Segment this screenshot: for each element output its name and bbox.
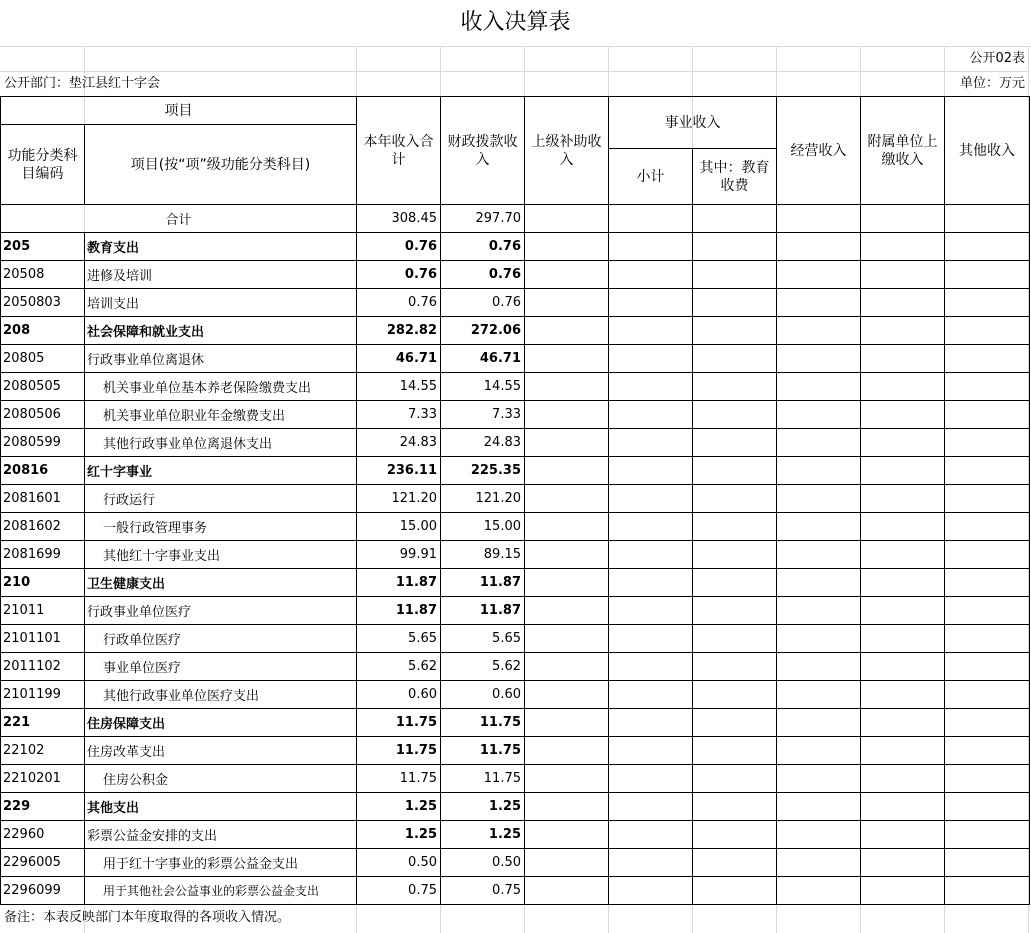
empty-cell <box>777 849 861 877</box>
table-row <box>1 877 1030 905</box>
table-row <box>1 485 1030 513</box>
row-name: 其他行政事业单位离退休支出 <box>85 429 357 457</box>
row-name: 事业单位医疗 <box>85 653 357 681</box>
row-total: 99.91 <box>357 541 441 569</box>
row-fiscal: 0.60 <box>441 681 525 709</box>
empty-cell <box>945 541 1030 569</box>
row-total: 7.33 <box>357 401 441 429</box>
empty-cell <box>693 849 777 877</box>
row-total: 236.11 <box>357 457 441 485</box>
empty-cell <box>693 233 777 261</box>
table-row <box>1 821 1030 849</box>
row-code: 22960 <box>1 821 85 849</box>
empty-cell <box>525 569 609 597</box>
row-fiscal: 0.76 <box>441 261 525 289</box>
empty-cell <box>609 513 693 541</box>
empty-cell <box>525 261 609 289</box>
table-row <box>1 317 1030 345</box>
row-total: 11.75 <box>357 737 441 765</box>
table-row <box>1 233 1030 261</box>
empty-cell <box>525 597 609 625</box>
row-code: 2081602 <box>1 513 85 541</box>
empty-cell <box>945 513 1030 541</box>
empty-cell <box>525 233 609 261</box>
empty-cell <box>945 401 1030 429</box>
row-fiscal: 11.75 <box>441 737 525 765</box>
empty-cell <box>945 625 1030 653</box>
empty-cell <box>945 373 1030 401</box>
row-fiscal: 0.75 <box>441 877 525 905</box>
empty-cell <box>777 373 861 401</box>
empty-cell <box>609 373 693 401</box>
empty-cell <box>693 457 777 485</box>
header-other: 其他收入 <box>945 97 1030 205</box>
row-name: 培训支出 <box>85 289 357 317</box>
empty-cell <box>861 597 945 625</box>
table-row <box>1 401 1030 429</box>
empty-cell <box>693 681 777 709</box>
empty-cell <box>525 681 609 709</box>
row-name: 住房保障支出 <box>85 709 357 737</box>
row-code: 2101101 <box>1 625 85 653</box>
row-code: 20816 <box>1 457 85 485</box>
row-code: 2081601 <box>1 485 85 513</box>
empty-cell <box>693 513 777 541</box>
empty-cell <box>861 877 945 905</box>
table-row <box>1 289 1030 317</box>
empty-cell <box>777 625 861 653</box>
empty-cell <box>861 569 945 597</box>
empty-cell <box>777 737 861 765</box>
empty-cell <box>609 765 693 793</box>
empty-cell <box>777 317 861 345</box>
empty-cell <box>693 625 777 653</box>
empty-cell <box>525 737 609 765</box>
table-row <box>1 373 1030 401</box>
table-row <box>1 653 1030 681</box>
empty-cell <box>693 261 777 289</box>
empty-cell <box>693 373 777 401</box>
empty-cell <box>693 429 777 457</box>
row-fiscal: 11.87 <box>441 569 525 597</box>
table-row <box>1 429 1030 457</box>
empty-cell <box>609 401 693 429</box>
empty-cell <box>525 373 609 401</box>
row-code: 210 <box>1 569 85 597</box>
empty-cell <box>609 653 693 681</box>
row-code: 229 <box>1 793 85 821</box>
row-total: 0.75 <box>357 877 441 905</box>
row-name: 用于红十字事业的彩票公益金支出 <box>85 849 357 877</box>
row-total: 24.83 <box>357 429 441 457</box>
table-row <box>1 513 1030 541</box>
header-name: 项目(按“项”级功能分类科目) <box>85 125 357 205</box>
empty-cell <box>777 485 861 513</box>
empty-cell <box>777 513 861 541</box>
row-fiscal: 0.76 <box>441 289 525 317</box>
row-fiscal: 11.75 <box>441 765 525 793</box>
empty-cell <box>861 233 945 261</box>
row-total: 0.76 <box>357 233 441 261</box>
empty-cell <box>693 317 777 345</box>
empty-cell <box>861 821 945 849</box>
empty-cell <box>861 681 945 709</box>
header-fiscal: 财政拨款收入 <box>441 97 525 205</box>
empty-cell <box>861 541 945 569</box>
empty-cell <box>777 457 861 485</box>
total-row <box>1 205 1030 233</box>
empty-cell <box>945 597 1030 625</box>
row-fiscal: 1.25 <box>441 793 525 821</box>
empty-cell <box>609 849 693 877</box>
empty-cell <box>945 457 1030 485</box>
row-total: 0.50 <box>357 849 441 877</box>
empty-cell <box>945 765 1030 793</box>
row-fiscal: 0.50 <box>441 849 525 877</box>
row-name: 住房改革支出 <box>85 737 357 765</box>
row-name: 一般行政管理事务 <box>85 513 357 541</box>
row-total: 15.00 <box>357 513 441 541</box>
empty-cell <box>525 821 609 849</box>
empty-cell <box>945 569 1030 597</box>
empty-cell <box>777 681 861 709</box>
row-code: 205 <box>1 233 85 261</box>
table-row <box>1 261 1030 289</box>
row-name: 行政事业单位医疗 <box>85 597 357 625</box>
empty-cell <box>777 765 861 793</box>
row-code: 2080505 <box>1 373 85 401</box>
empty-cell <box>945 261 1030 289</box>
row-code: 2101199 <box>1 681 85 709</box>
row-fiscal: 5.62 <box>441 653 525 681</box>
row-name: 其他支出 <box>85 793 357 821</box>
header-item: 项目 <box>1 97 357 125</box>
empty-cell <box>609 737 693 765</box>
row-fiscal: 89.15 <box>441 541 525 569</box>
empty-cell <box>945 877 1030 905</box>
empty-cell <box>777 289 861 317</box>
row-code: 2296099 <box>1 877 85 905</box>
empty-cell <box>609 485 693 513</box>
empty-cell <box>693 597 777 625</box>
empty-cell <box>609 457 693 485</box>
row-total: 0.76 <box>357 261 441 289</box>
row-name: 行政单位医疗 <box>85 625 357 653</box>
empty-cell <box>861 485 945 513</box>
empty-cell <box>945 709 1030 737</box>
empty-cell <box>861 261 945 289</box>
empty-cell <box>861 429 945 457</box>
empty-cell <box>777 709 861 737</box>
empty-cell <box>861 793 945 821</box>
empty-cell <box>693 485 777 513</box>
row-total: 5.62 <box>357 653 441 681</box>
row-name: 住房公积金 <box>85 765 357 793</box>
row-fiscal: 24.83 <box>441 429 525 457</box>
row-fiscal: 5.65 <box>441 625 525 653</box>
empty-cell <box>777 597 861 625</box>
empty-cell <box>693 821 777 849</box>
header-superior: 上级补助收入 <box>525 97 609 205</box>
empty-cell <box>693 569 777 597</box>
footnote: 备注：本表反映部门本年度取得的各项收入情况。 <box>4 910 291 925</box>
empty-cell <box>777 345 861 373</box>
empty-cell <box>945 345 1030 373</box>
header-business: 事业收入 <box>609 97 777 149</box>
table-row <box>1 569 1030 597</box>
row-total: 1.25 <box>357 821 441 849</box>
table-row <box>1 709 1030 737</box>
empty-cell <box>861 709 945 737</box>
row-code: 20805 <box>1 345 85 373</box>
row-name: 机关事业单位基本养老保险缴费支出 <box>85 373 357 401</box>
table-row <box>1 457 1030 485</box>
row-code: 2080506 <box>1 401 85 429</box>
empty-cell <box>693 765 777 793</box>
row-name: 机关事业单位职业年金缴费支出 <box>85 401 357 429</box>
row-total: 0.76 <box>357 289 441 317</box>
empty-cell <box>861 373 945 401</box>
row-name: 行政运行 <box>85 485 357 513</box>
empty-cell <box>525 849 609 877</box>
empty-cell <box>525 513 609 541</box>
empty-cell <box>945 653 1030 681</box>
empty-cell <box>861 765 945 793</box>
row-total: 11.75 <box>357 765 441 793</box>
empty-cell <box>945 485 1030 513</box>
empty-cell <box>861 737 945 765</box>
row-name: 其他红十字事业支出 <box>85 541 357 569</box>
table-row <box>1 681 1030 709</box>
unit-label: 单位：万元 <box>959 76 1025 91</box>
row-name: 其他行政事业单位医疗支出 <box>85 681 357 709</box>
row-total: 46.71 <box>357 345 441 373</box>
header-affiliated: 附属单位上缴收入 <box>861 97 945 205</box>
row-code: 221 <box>1 709 85 737</box>
row-fiscal: 0.76 <box>441 233 525 261</box>
table-row <box>1 849 1030 877</box>
empty-cell <box>777 429 861 457</box>
row-name: 用于其他社会公益事业的彩票公益金支出 <box>85 877 357 905</box>
header-education: 其中：教育收费 <box>693 149 777 205</box>
empty-cell <box>693 289 777 317</box>
header-subtotal: 小计 <box>609 149 693 205</box>
row-fiscal: 7.33 <box>441 401 525 429</box>
empty-cell <box>609 793 693 821</box>
empty-cell <box>693 653 777 681</box>
row-total: 14.55 <box>357 373 441 401</box>
table-row <box>1 737 1030 765</box>
row-code: 2296005 <box>1 849 85 877</box>
empty-cell <box>525 541 609 569</box>
table-body <box>1 233 1030 905</box>
row-code: 21011 <box>1 597 85 625</box>
empty-cell <box>525 317 609 345</box>
empty-cell <box>609 681 693 709</box>
row-name: 红十字事业 <box>85 457 357 485</box>
row-fiscal: 1.25 <box>441 821 525 849</box>
empty-cell <box>609 709 693 737</box>
department-label: 公开部门：垫江县红十字会 <box>4 76 161 91</box>
empty-cell <box>693 793 777 821</box>
row-name: 行政事业单位离退休 <box>85 345 357 373</box>
header-operating: 经营收入 <box>777 97 861 205</box>
row-code: 20508 <box>1 261 85 289</box>
row-total: 1.25 <box>357 793 441 821</box>
empty-cell <box>777 261 861 289</box>
empty-cell <box>693 737 777 765</box>
row-name: 卫生健康支出 <box>85 569 357 597</box>
empty-cell <box>945 429 1030 457</box>
row-code: 22102 <box>1 737 85 765</box>
empty-cell <box>861 289 945 317</box>
row-total: 11.87 <box>357 569 441 597</box>
row-fiscal: 46.71 <box>441 345 525 373</box>
empty-cell <box>945 737 1030 765</box>
row-code: 2011102 <box>1 653 85 681</box>
row-code: 2081699 <box>1 541 85 569</box>
header-code: 功能分类科目编码 <box>1 125 85 205</box>
empty-cell <box>777 401 861 429</box>
row-fiscal: 225.35 <box>441 457 525 485</box>
empty-cell <box>861 513 945 541</box>
row-total: 282.82 <box>357 317 441 345</box>
row-name: 教育支出 <box>85 233 357 261</box>
row-code: 2210201 <box>1 765 85 793</box>
empty-cell <box>609 261 693 289</box>
empty-cell <box>609 597 693 625</box>
row-fiscal: 11.87 <box>441 597 525 625</box>
empty-cell <box>525 653 609 681</box>
empty-cell <box>693 709 777 737</box>
row-total: 11.75 <box>357 709 441 737</box>
empty-cell <box>609 541 693 569</box>
empty-cell <box>777 821 861 849</box>
table-row <box>1 765 1030 793</box>
report-title: 收入决算表 <box>0 0 1031 47</box>
empty-cell <box>525 289 609 317</box>
empty-cell <box>525 625 609 653</box>
empty-cell <box>945 821 1030 849</box>
row-code: 2050803 <box>1 289 85 317</box>
empty-cell <box>609 429 693 457</box>
row-fiscal: 15.00 <box>441 513 525 541</box>
row-fiscal: 14.55 <box>441 373 525 401</box>
table-row <box>1 793 1030 821</box>
empty-cell <box>525 457 609 485</box>
row-fiscal: 121.20 <box>441 485 525 513</box>
empty-cell <box>777 793 861 821</box>
empty-cell <box>861 653 945 681</box>
row-total: 11.87 <box>357 597 441 625</box>
empty-cell <box>525 765 609 793</box>
empty-cell <box>609 345 693 373</box>
empty-cell <box>861 849 945 877</box>
empty-cell <box>609 569 693 597</box>
total-fiscal: 297.70 <box>441 205 525 233</box>
row-name: 彩票公益金安排的支出 <box>85 821 357 849</box>
empty-cell <box>945 233 1030 261</box>
empty-cell <box>861 345 945 373</box>
table-row <box>1 597 1030 625</box>
row-total: 0.60 <box>357 681 441 709</box>
row-name: 社会保障和就业支出 <box>85 317 357 345</box>
empty-cell <box>609 625 693 653</box>
empty-cell <box>945 681 1030 709</box>
income-table <box>0 96 1030 905</box>
empty-cell <box>609 233 693 261</box>
empty-cell <box>777 541 861 569</box>
empty-cell <box>525 485 609 513</box>
total-label: 合计 <box>1 205 357 233</box>
empty-cell <box>609 289 693 317</box>
empty-cell <box>945 317 1030 345</box>
empty-cell <box>945 849 1030 877</box>
empty-cell <box>777 233 861 261</box>
empty-cell <box>609 317 693 345</box>
row-code: 2080599 <box>1 429 85 457</box>
empty-cell <box>945 793 1030 821</box>
table-row <box>1 345 1030 373</box>
empty-cell <box>609 877 693 905</box>
form-number: 公开02表 <box>969 51 1025 66</box>
empty-cell <box>525 793 609 821</box>
empty-cell <box>861 317 945 345</box>
row-fiscal: 272.06 <box>441 317 525 345</box>
empty-cell <box>693 401 777 429</box>
header-total: 本年收入合计 <box>357 97 441 205</box>
empty-cell <box>861 625 945 653</box>
row-name: 进修及培训 <box>85 261 357 289</box>
row-fiscal: 11.75 <box>441 709 525 737</box>
empty-cell <box>777 569 861 597</box>
empty-cell <box>945 289 1030 317</box>
row-total: 121.20 <box>357 485 441 513</box>
empty-cell <box>777 877 861 905</box>
empty-cell <box>777 653 861 681</box>
empty-cell <box>525 709 609 737</box>
table-row <box>1 625 1030 653</box>
empty-cell <box>693 541 777 569</box>
row-total: 5.65 <box>357 625 441 653</box>
table-row <box>1 541 1030 569</box>
empty-cell <box>525 429 609 457</box>
empty-cell <box>693 877 777 905</box>
empty-cell <box>861 457 945 485</box>
row-code: 208 <box>1 317 85 345</box>
empty-cell <box>525 401 609 429</box>
empty-cell <box>609 821 693 849</box>
empty-cell <box>525 345 609 373</box>
empty-cell <box>693 345 777 373</box>
empty-cell <box>525 877 609 905</box>
empty-cell <box>861 401 945 429</box>
total-amount: 308.45 <box>357 205 441 233</box>
